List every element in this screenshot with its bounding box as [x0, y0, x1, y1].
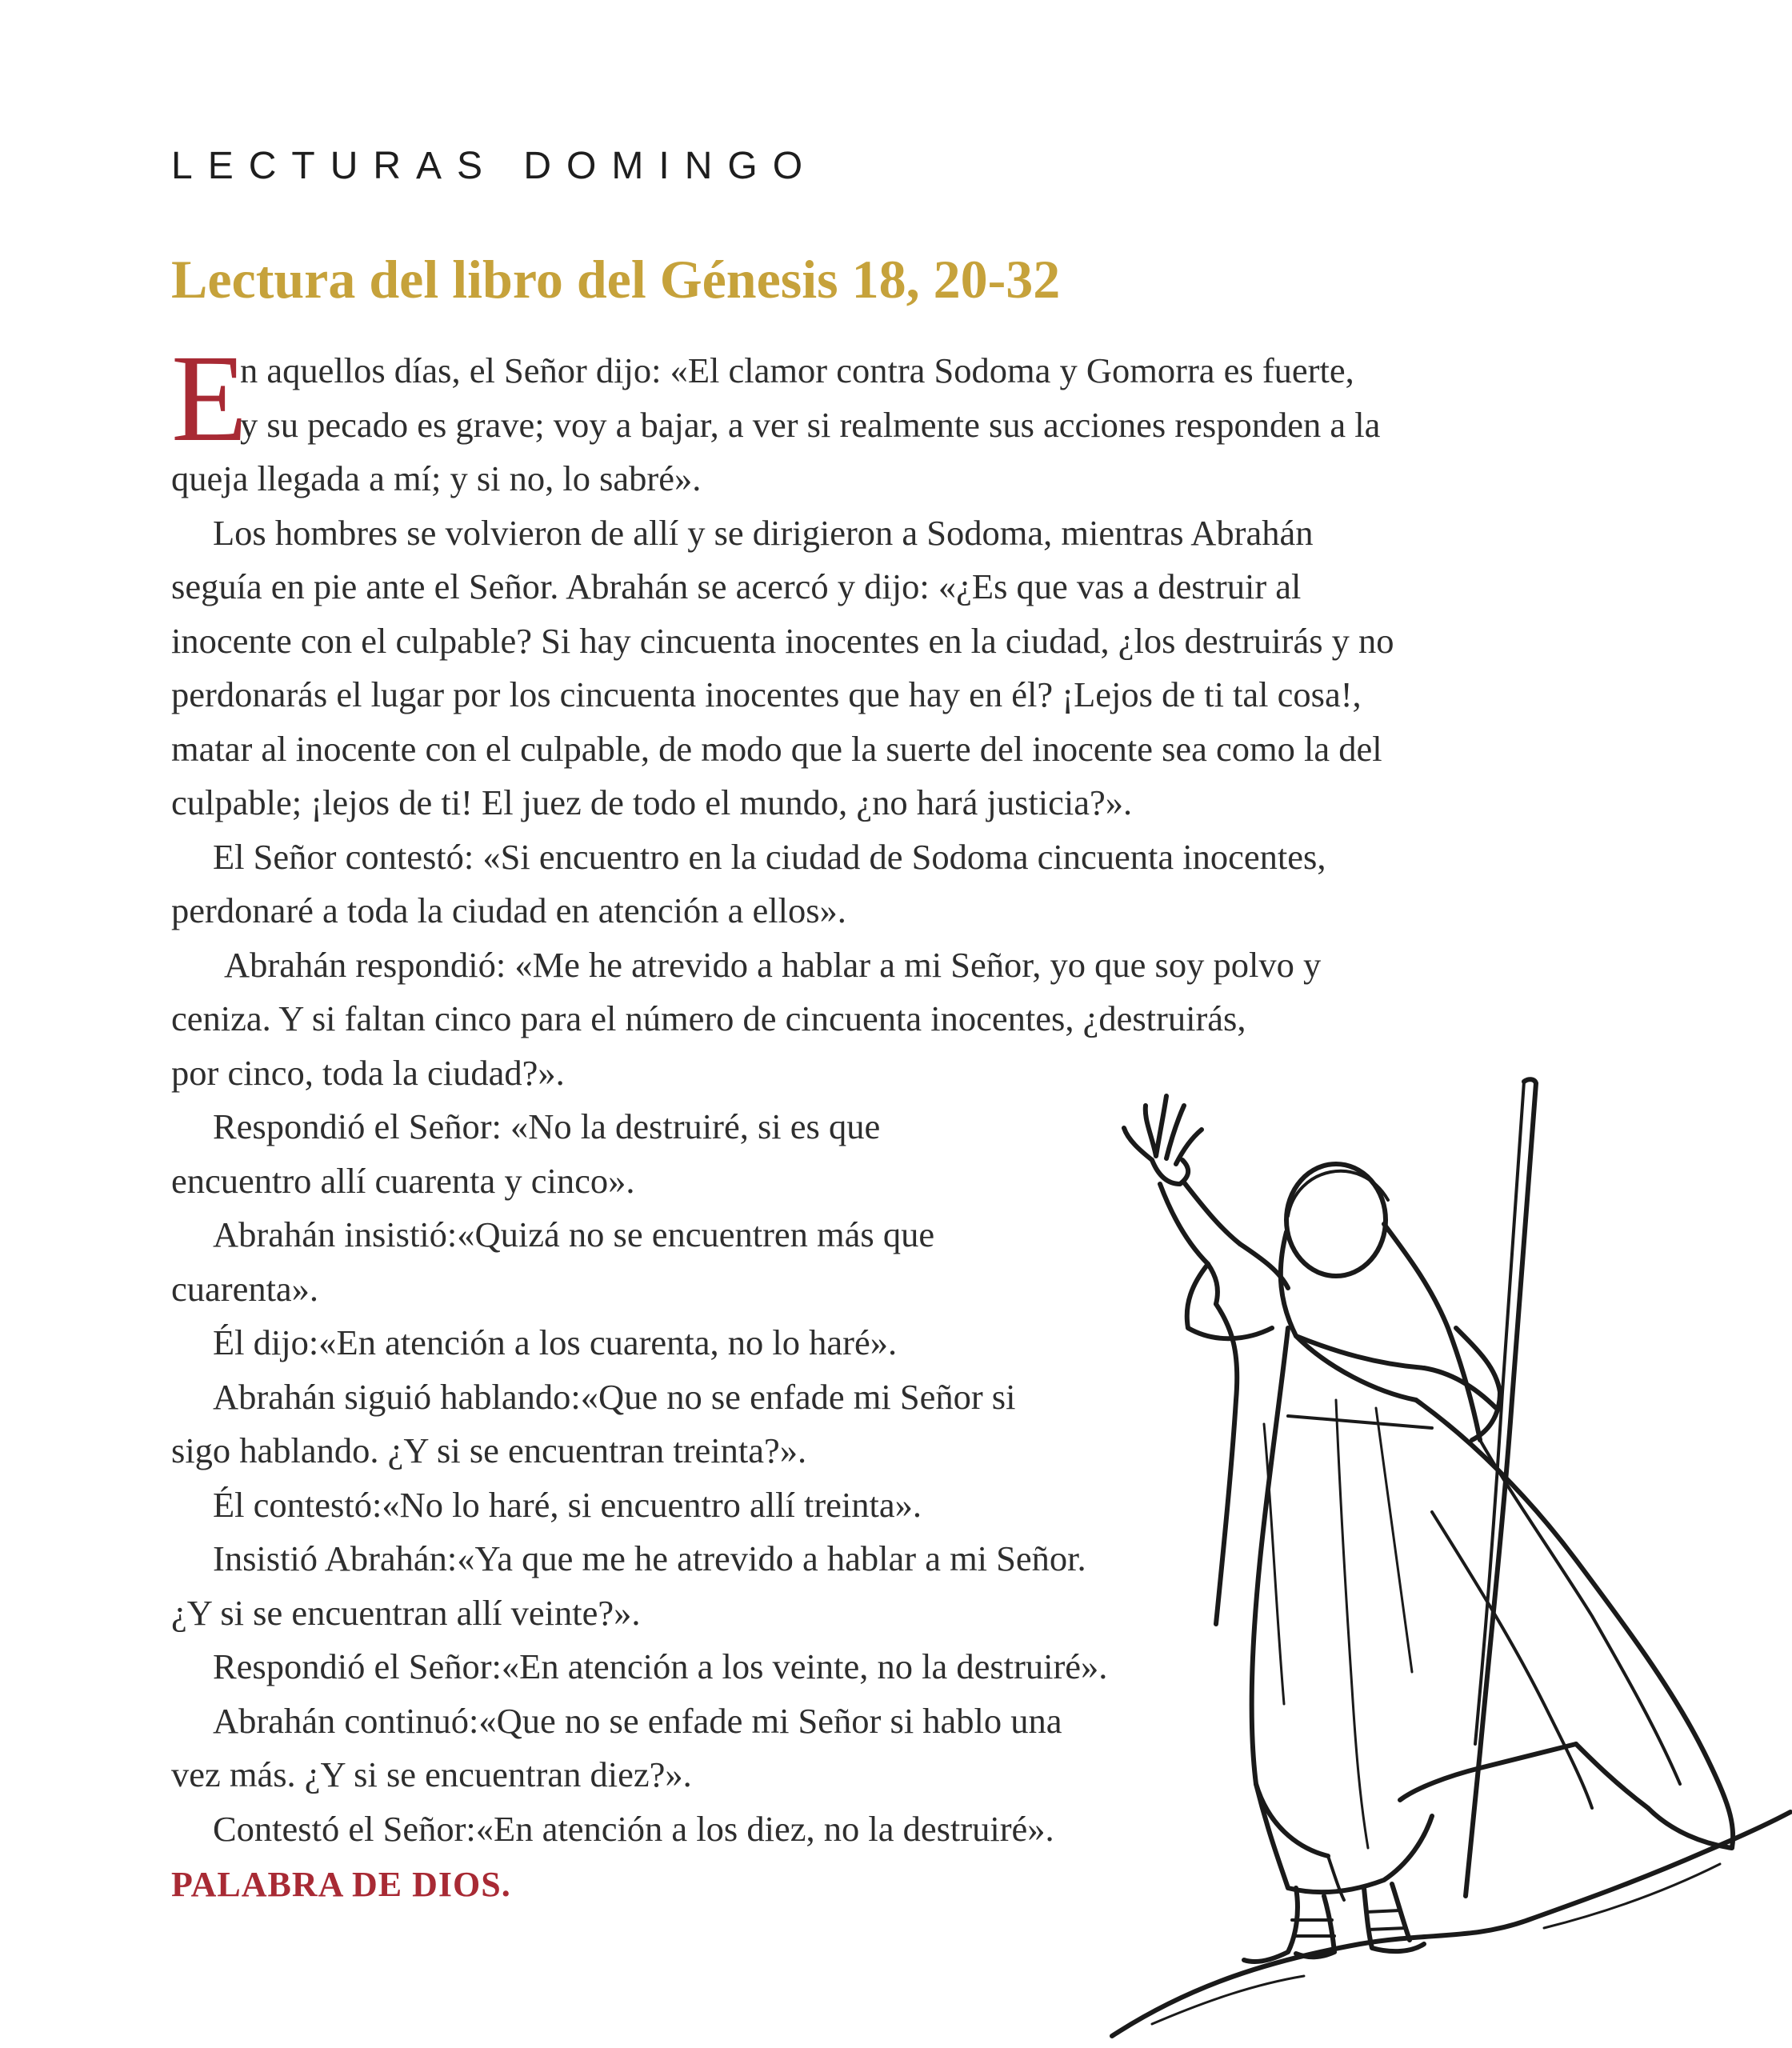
reading-title: Lectura del libro del Génesis 18, 20-32	[171, 249, 1061, 310]
text-line: Él contestó:«No lo haré, si encuentro allí treinta».	[213, 1484, 922, 1525]
text-line: El Señor contestó: «Si encuentro en la ciudad de Sodoma cincuenta inocentes,	[213, 836, 1326, 877]
text-line: y su pecado es grave; voy a bajar, a ver si realmente sus acciones responden a la	[240, 404, 1381, 445]
text-line: Contestó el Señor:«En atención a los diez, no la destruiré».	[213, 1808, 1054, 1849]
text-line: culpable; ¡lejos de ti! El juez de todo el mundo, ¿no hará justicia?».	[171, 782, 1133, 822]
drop-cap: E	[171, 329, 248, 467]
text-line: perdonarás el lugar por los cincuenta inocentes que hay en él? ¡Lejos de ti tal cosa!,	[171, 674, 1362, 714]
text-line: inocente con el culpable? Si hay cincuenta inocentes en la ciudad, ¿los destruirás y no	[171, 620, 1394, 661]
text-line: vez más. ¿Y si se encuentran diez?».	[171, 1754, 692, 1794]
text-line: sigo hablando. ¿Y si se encuentran treinta?».	[171, 1430, 807, 1470]
text-line: queja llegada a mí; y si no, lo sabré».	[171, 458, 702, 498]
text-line: cuarenta».	[171, 1268, 319, 1309]
text-line: seguía en pie ante el Señor. Abrahán se acercó y dijo: «¿Es que vas a destruir al	[171, 566, 1302, 606]
text-line: Él dijo:«En atención a los cuarenta, no lo haré».	[213, 1322, 898, 1362]
text-line: ceniza. Y si faltan cinco para el número de cincuenta inocentes, ¿destruirás,	[171, 998, 1246, 1038]
text-line: matar al inocente con el culpable, de modo que la suerte del inocente sea como la del	[171, 728, 1382, 769]
closing-acclamation: PALABRA DE DIOS.	[171, 1865, 511, 1904]
text-line: Los hombres se volvieron de allí y se dirigieron a Sodoma, mientras Abrahán	[213, 512, 1314, 553]
text-line: Abrahán respondió: «Me he atrevido a hablar a mi Señor, yo que soy polvo y	[224, 944, 1322, 985]
text-line: ¿Y si se encuentran allí veinte?».	[171, 1592, 641, 1633]
text-line: perdonaré a toda la ciudad en atención a ellos».	[171, 890, 846, 930]
text-line: Respondió el Señor: «No la destruiré, si es que	[213, 1106, 881, 1146]
text-line: Insistió Abrahán:«Ya que me he atrevido a hablar a mi Señor.	[213, 1538, 1086, 1578]
text-line: por cinco, toda la ciudad?».	[171, 1052, 565, 1093]
text-line: Respondió el Señor:«En atención a los veinte, no la destruiré».	[213, 1646, 1108, 1686]
text-line: Abrahán continuó:«Que no se enfade mi Señor si hablo una	[213, 1700, 1062, 1741]
text-line: encuentro allí cuarenta y cinco».	[171, 1160, 635, 1201]
text-line: Abrahán insistió:«Quizá no se encuentren más que	[213, 1214, 935, 1254]
text-line: n aquellos días, el Señor dijo: «El clamor contra Sodoma y Gomorra es fuerte,	[240, 350, 1354, 390]
section-label: LECTURAS DOMINGO	[171, 145, 818, 187]
text-line: Abrahán siguió hablando:«Que no se enfade mi Señor si	[213, 1376, 1016, 1417]
abraham-illustration	[1096, 1064, 1792, 2048]
